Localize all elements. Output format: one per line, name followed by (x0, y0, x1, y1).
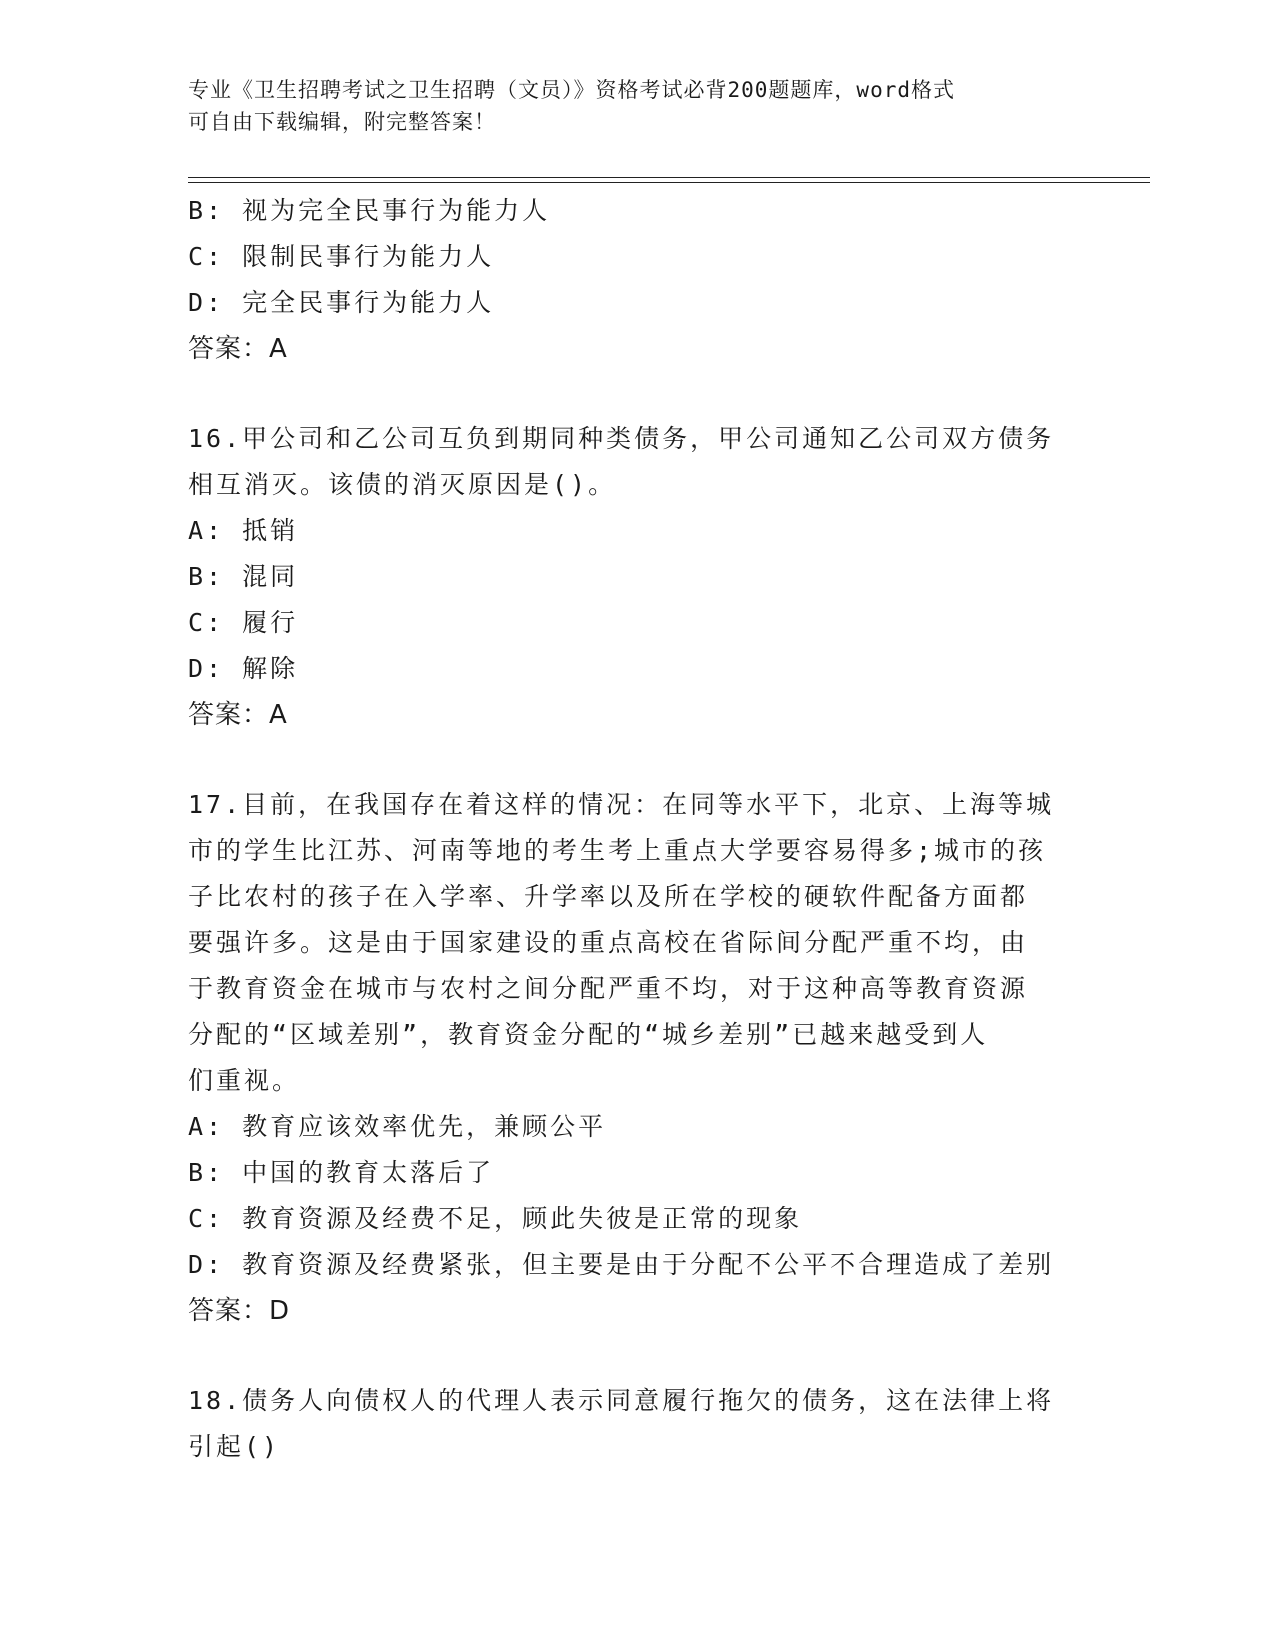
question-text-line: 16.甲公司和乙公司互负到期同种类债务，甲公司通知乙公司双方债务 (188, 424, 1055, 453)
document-content (188, 188, 1068, 1470)
question-text-line: 18.债务人向债权人的代理人表示同意履行拖欠的债务，这在法律上将 (188, 1386, 1055, 1415)
question-text-line: 引起() (188, 1432, 281, 1461)
question-text-line: 于教育资金在城市与农村之间分配严重不均，对于这种高等教育资源 (188, 974, 1029, 1003)
question-16 (188, 416, 1068, 738)
option-d: D: 完全民事行为能力人 (188, 288, 495, 317)
question-text-line: 17.目前，在我国存在着这样的情况：在同等水平下，北京、上海等城 (188, 790, 1055, 819)
header-line-1: 专业《卫生招聘考试之卫生招聘（文员）》资格考试必背200题题库，word格式 (188, 78, 955, 102)
option-b: B: 混同 (188, 562, 299, 591)
spacer (188, 1334, 1068, 1378)
option-a: A: 抵销 (188, 516, 299, 545)
document-header (188, 74, 1068, 138)
header-rule-bottom (188, 182, 1150, 183)
option-a: A: 教育应该效率优先，兼顾公平 (188, 1112, 607, 1141)
answer-line: 答案：A (188, 700, 288, 730)
option-c: C: 限制民事行为能力人 (188, 242, 495, 271)
option-c: C: 教育资源及经费不足，顾此失彼是正常的现象 (188, 1204, 803, 1233)
spacer (188, 372, 1068, 416)
option-d: D: 解除 (188, 654, 299, 683)
question-text-line: 们重视。 (188, 1066, 301, 1095)
answer-line: 答案：D (188, 1296, 291, 1326)
question-17 (188, 782, 1068, 1334)
question-text-line: 要强许多。这是由于国家建设的重点高校在省际间分配严重不均，由 (188, 928, 1029, 957)
question-text-line: 相互消灭。该债的消灭原因是()。 (188, 470, 617, 499)
question-text-line: 分配的“区域差别”，教育资金分配的“城乡差别”已越来越受到人 (188, 1020, 989, 1049)
header-rule-top (188, 177, 1150, 178)
question-text-line: 子比农村的孩子在入学率、升学率以及所在学校的硬软件配备方面都 (188, 882, 1029, 911)
question-text-line: 市的学生比江苏、河南等地的考生考上重点大学要容易得多;城市的孩 (188, 836, 1047, 865)
spacer (188, 738, 1068, 782)
question-15-tail (188, 188, 1068, 372)
question-18 (188, 1378, 1068, 1470)
option-b: B: 中国的教育太落后了 (188, 1158, 495, 1187)
answer-line: 答案：A (188, 334, 288, 364)
option-d: D: 教育资源及经费紧张，但主要是由于分配不公平不合理造成了差别 (188, 1250, 1055, 1279)
option-b: B: 视为完全民事行为能力人 (188, 196, 551, 225)
option-c: C: 履行 (188, 608, 299, 637)
header-line-2: 可自由下载编辑，附完整答案！ (188, 110, 496, 134)
